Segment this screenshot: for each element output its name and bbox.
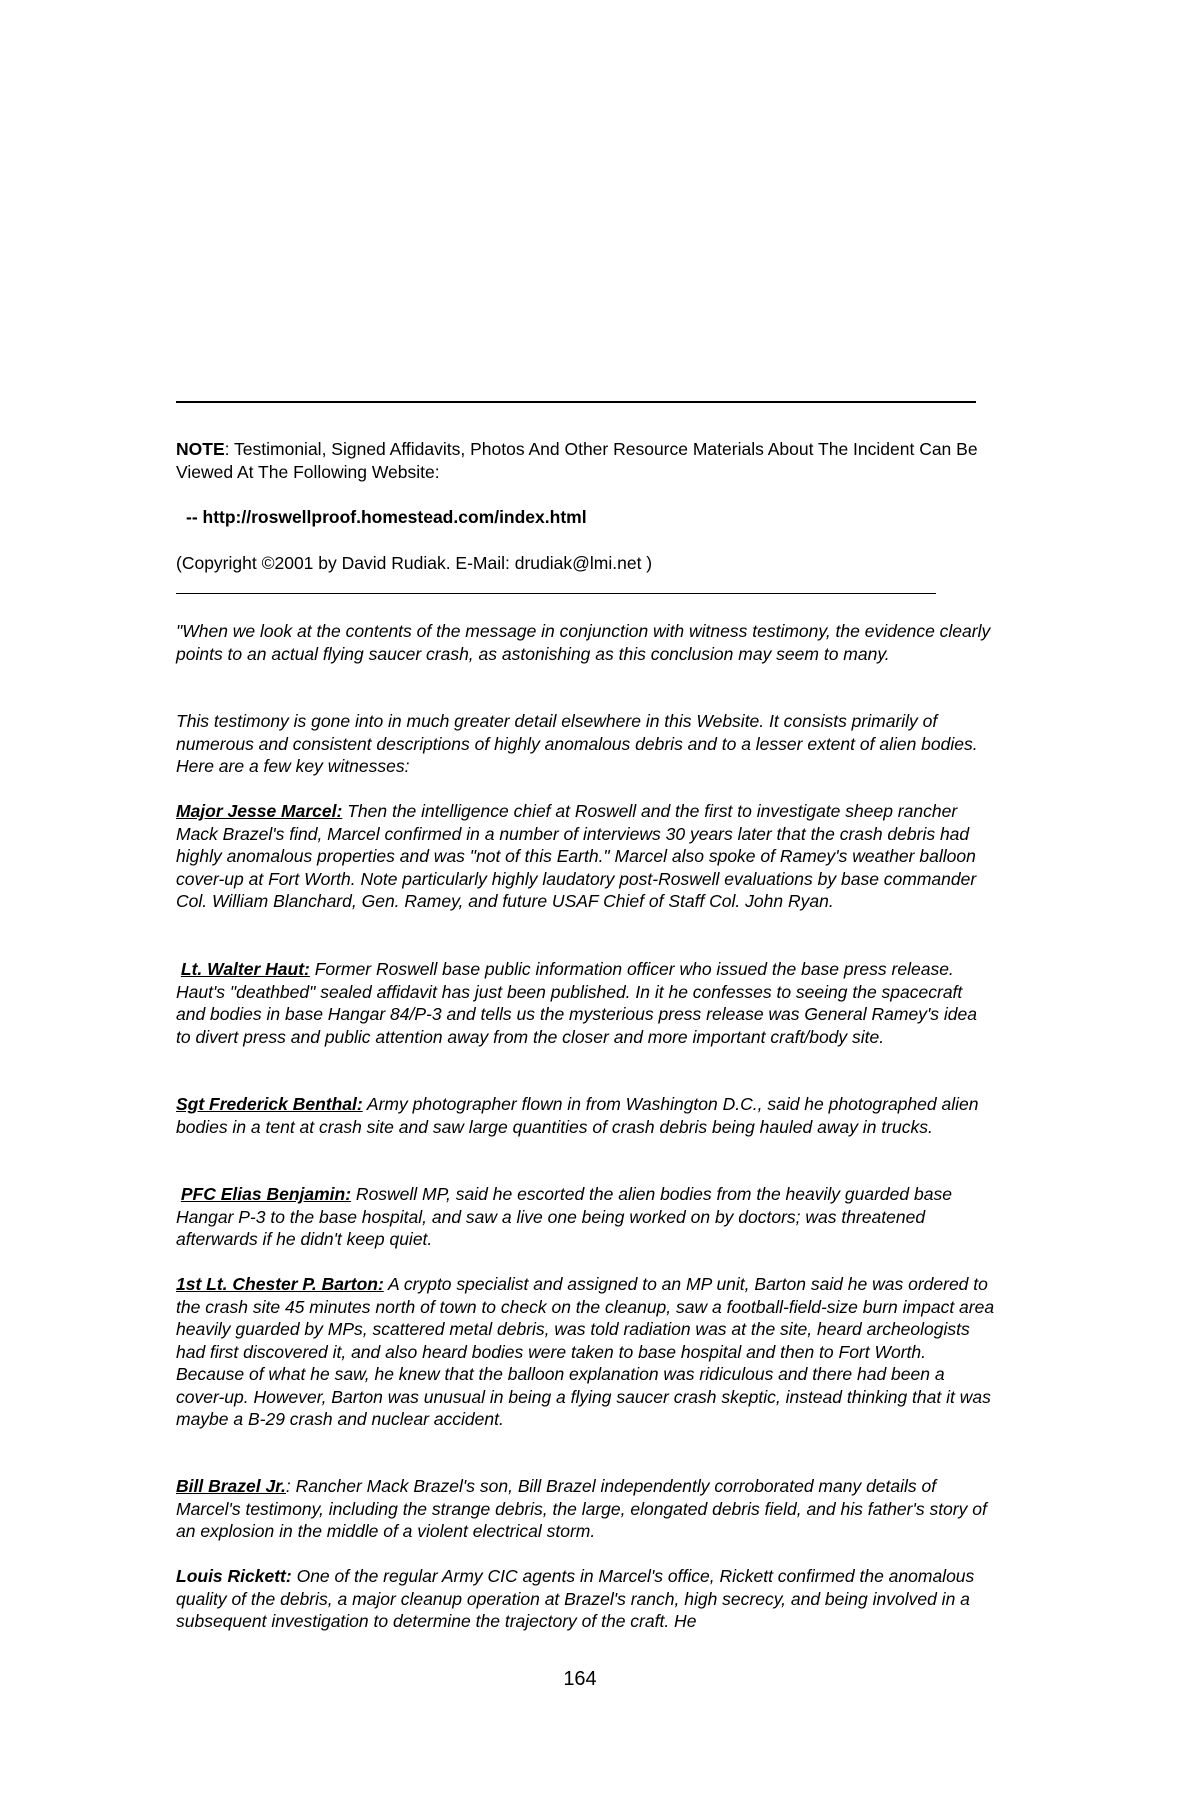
intro-paragraph-1: "When we look at the contents of the message in conjunction with witness testimony, the evidence clearly points to an actual flying saucer crash, as astonishing as this conclusion may seem to many.	[176, 621, 991, 664]
witness-text: One of the regular Army CIC agents in Marcel's office, Rickett confirmed the anomalous quality of the debris, a major cleanup operation at Brazel's ranch, high secrecy, and being involved in a subsequent investigation to determine the trajectory of the craft. He	[176, 1566, 975, 1631]
top-horizontal-rule	[176, 401, 976, 403]
intro-paragraph-2: This testimony is gone into in much greater detail elsewhere in this Website. It consists primarily of numerous and consistent descriptions of highly anomalous debris and to a lesser extent of alien bodies. Here are a few key witnesses:	[176, 711, 978, 776]
witness-brazel	[176, 1475, 996, 1543]
witness-marcel	[176, 800, 996, 913]
witness-text: : Rancher Mack Brazel's son, Bill Brazel independently corroborated many details of Marcel's testimony, including the strange debris, the large, elongated debris field, and his father's story of an explosion in the middle of a violent electrical storm.	[176, 1476, 987, 1541]
website-link[interactable]: -- http://roswellproof.homestead.com/index.html	[186, 507, 587, 527]
separator-line	[176, 593, 936, 594]
witness-name: Lt. Walter Haut:	[180, 959, 310, 979]
witness-name: PFC Elias Benjamin:	[180, 1184, 352, 1204]
witness-name: Louis Rickett:	[176, 1566, 292, 1586]
witness-text: Former Roswell base public information officer who issued the base press release. Haut's "deathbed" sealed affidavit has just been published. In it he confesses to seeing the spacecraft and bodies in base Hangar 84/P-3 and tells us the mysterious press release was General Ramey's idea to divert press and public attention away from the closer and more important craft/body site.	[176, 959, 977, 1047]
witness-name: Bill Brazel Jr.	[176, 1476, 286, 1496]
witness-text: Army photographer flown in from Washington D.C., said he photographed alien bodies in a tent at crash site and saw large quantities of crash debris being hauled away in trucks.	[176, 1094, 979, 1137]
witness-barton	[176, 1273, 996, 1431]
page-number: 164	[563, 1668, 597, 1690]
copyright-line: (Copyright ©2001 by David Rudiak. E-Mail: drudiak@lmi.net )	[176, 553, 653, 573]
witness-name: Major Jesse Marcel:	[176, 801, 343, 821]
note-paragraph	[176, 438, 996, 483]
witness-benthal	[176, 1093, 996, 1138]
witness-name: 1st Lt. Chester P. Barton:	[176, 1274, 384, 1294]
witness-text: Then the intelligence chief at Roswell and the first to investigate sheep rancher Mack Brazel's find, Marcel confirmed in a number of interviews 30 years later that the crash debris had highly anomalous properties and was "not of this Earth." Marcel also spoke of Ramey's weather balloon cover-up at Fort Worth. Note particularly highly laudatory post-Roswell evaluations by base commander Col. William Blanchard, Gen. Ramey, and future USAF Chief of Staff Col. John Ryan.	[176, 801, 977, 911]
witness-text: A crypto specialist and assigned to an MP unit, Barton said he was ordered to the crash site 45 minutes north of town to check on the cleanup, saw a football-field-size burn impact area heavily guarded by MPs, scattered metal debris, was told radiation was at the site, heard archeologists had first discovered it, and also heard bodies were taken to base hospital and then to Fort Worth. Because of what he saw, he knew that the balloon explanation was ridiculous and there had been a cover-up. However, Barton was unusual in being a flying saucer crash skeptic, instead thinking that it was maybe a B-29 crash and nuclear accident.	[176, 1274, 995, 1429]
witness-benjamin	[176, 1183, 996, 1251]
note-label: NOTE	[176, 439, 225, 459]
witness-haut	[176, 958, 996, 1048]
note-text: : Testimonial, Signed Affidavits, Photos And Other Resource Materials About The Incident Can Be Viewed At The Following Website:	[176, 439, 978, 482]
witness-text: Roswell MP, said he escorted the alien bodies from the heavily guarded base Hangar P-3 to the base hospital, and saw a live one being worked on by doctors; was threatened afterwards if he didn't keep quiet.	[176, 1184, 952, 1249]
witness-name: Sgt Frederick Benthal:	[176, 1094, 363, 1114]
witness-rickett	[176, 1565, 996, 1633]
